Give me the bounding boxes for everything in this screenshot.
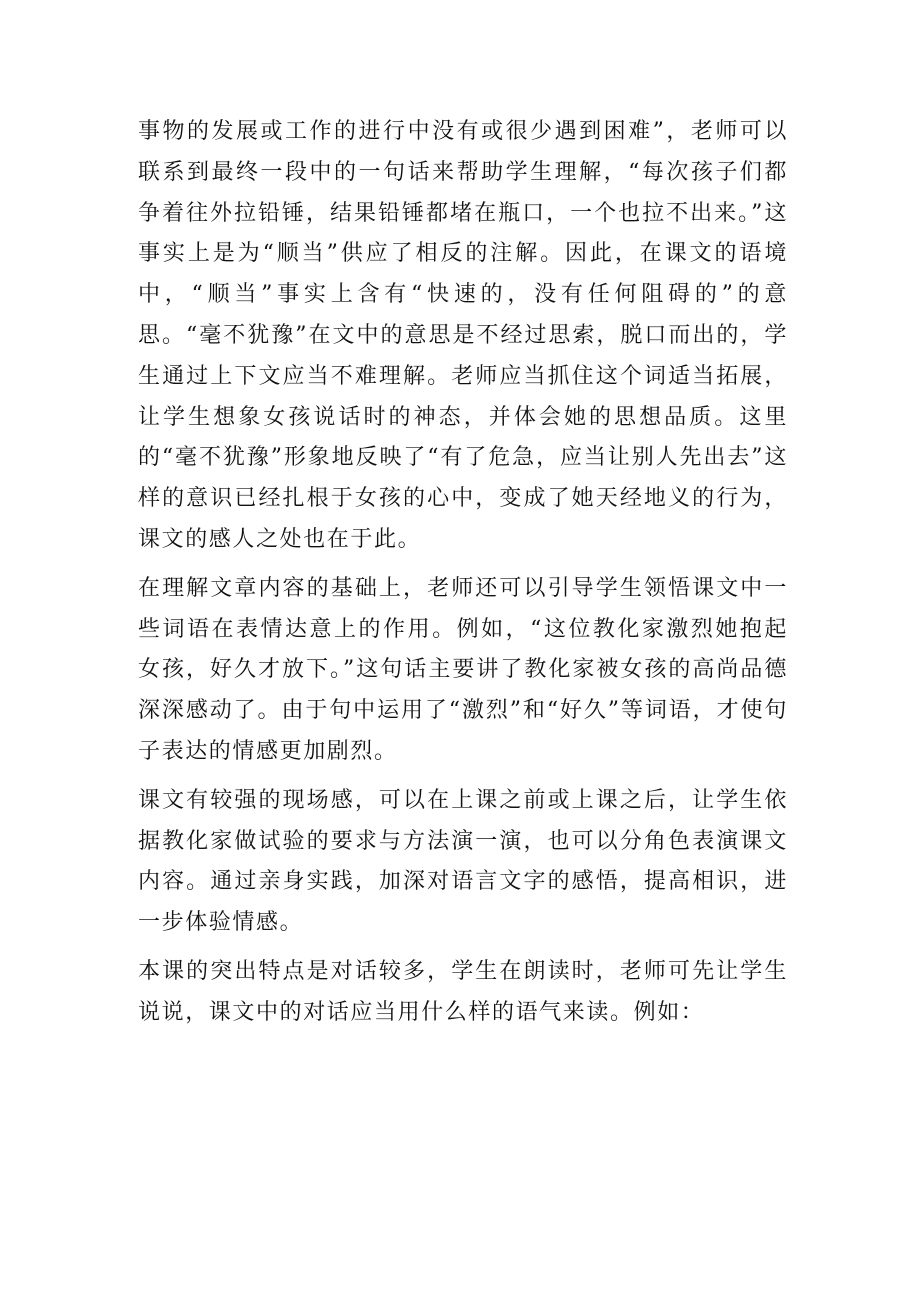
paragraph-3: 课文有较强的现场感，可以在上课之前或上课之后，让学生依据教化家做试验的要求与方法演一演，也可以分角色表演课文内容。通过亲身实践，加深对语言文字的感悟，提高相识，进一步体验情感。 [138,787,788,936]
paragraph-2: 在理解文章内容的基础上，老师还可以引导学生领悟课文中一些词语在表情达意上的作用。例如，“这位教化家激烈她抱起女孩，好久才放下。”这句话主要讲了教化家被女孩的高尚品德深深感动了。由于句中运用了“激烈”和“好久”等词语，才使句子表达的情感更加剧烈。 [138,575,788,764]
paragraph-4: 本课的突出特点是对话较多，学生在朗读时，老师可先让学生说说，课文中的对话应当用什么样的语气来读。例如： [138,958,788,1025]
document-body [138,112,788,1034]
paragraph-1: 事物的发展或工作的进行中没有或很少遇到困难”，老师可以联系到最终一段中的一句话来帮助学生理解，“每次孩子们都争着往外拉铅锤，结果铅锤都堵在瓶口，一个也拉不出来。”这事实上是为“顺当”供应了相反的注解。因此，在课文的语境中，“顺当”事实上含有“快速的，没有任何阻碍的”的意思。“毫不犹豫”在文中的意思是不经过思索，脱口而出的，学生通过上下文应当不难理解。老师应当抓住这个词适当拓展，让学生想象女孩说话时的神态，并体会她的思想品质。这里的“毫不犹豫”形象地反映了“有了危急，应当让别人先出去”这样的意识已经扎根于女孩的心中，变成了她天经地义的行为，课文的感人之处也在于此。 [138,119,788,552]
